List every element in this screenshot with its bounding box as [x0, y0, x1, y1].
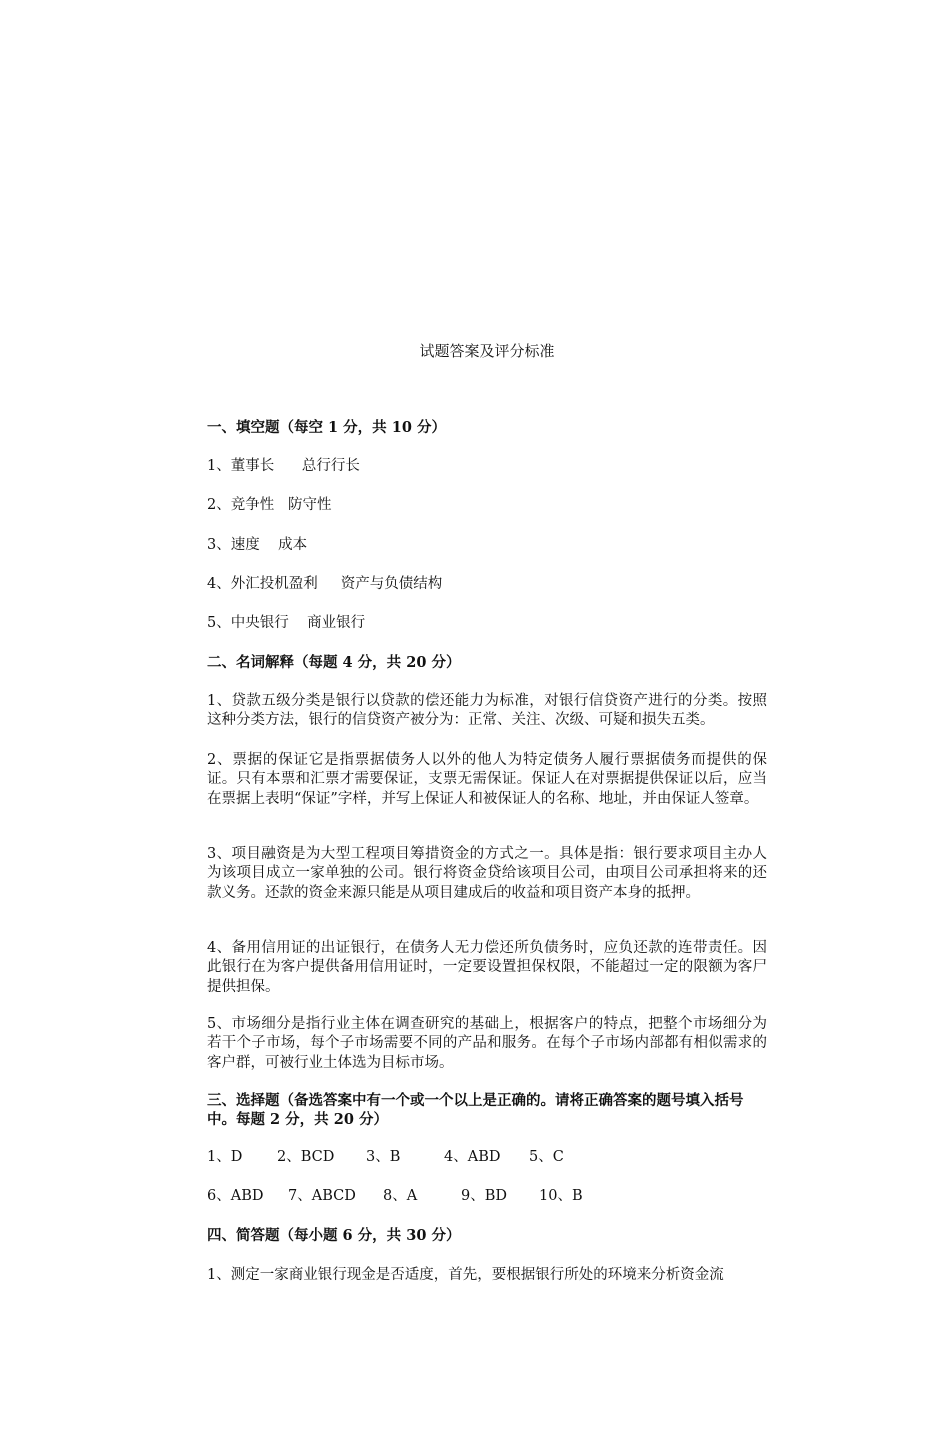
- document-page: [207, 0, 767, 1433]
- document-title: 试题答案及评分标准: [419, 342, 555, 360]
- term-definition-1: 1、贷款五级分类是银行以贷款的偿还能力为标准，对银行信贷资产进行的分类。按照这种分类方法，银行的信贷资产被分为：正常、关注、次级、可疑和损失五类。: [207, 693, 767, 729]
- choice-answer-1: 1、D: [207, 1149, 243, 1165]
- choice-answer-9: 9、BD: [461, 1188, 508, 1204]
- fill-blank-answer-2: 2、竞争性 防守性: [207, 497, 332, 513]
- choice-answer-8: 8、A: [383, 1188, 418, 1204]
- term-definition-3: 3、项目融资是为大型工程项目筹措资金的方式之一。具体是指：银行要求项目主办人为该项目成立一家单独的公司。银行将资金贷给该项目公司，由项目公司承担将来的还款义务。还款的资金来源只能是从项目建成后的收益和项目资产本身的抵押。: [207, 846, 767, 901]
- section-4-heading: 四、简答题（每小题 6 分，共 30 分）: [207, 1227, 461, 1244]
- choice-answer-10: 10、B: [539, 1188, 583, 1204]
- fill-blank-answer-5: 5、中央银行 商业银行: [207, 615, 366, 631]
- choice-answer-5: 5、C: [529, 1149, 564, 1165]
- term-definition-4: 4、备用信用证的出证银行，在债务人无力偿还所负债务时，应负还款的连带责任。因此银行在为客户提供备用信用证时，一定要设置担保权限，不能超过一定的限额为客尸提供担保。: [207, 940, 767, 995]
- choice-answer-2: 2、BCD: [277, 1149, 335, 1165]
- choice-answer-6: 6、ABD: [207, 1188, 264, 1204]
- fill-blank-answer-4: 4、外汇投机盈利 资产与负债结构: [207, 576, 443, 592]
- choice-answer-7: 7、ABCD: [288, 1188, 356, 1204]
- term-definition-5: 5、市场细分是指行业主体在调查研究的基础上，根据客户的特点，把整个市场细分为若干个子市场，每个子市场需要不同的产品和服务。在每个子市场内部都有相似需求的客户群，可被行业土体选为目标市场。: [207, 1016, 767, 1071]
- term-definition-2: 2、票据的保证它是指票据债务人以外的他人为特定债务人履行票据债务而提供的保证。只有本票和汇票才需要保证，支票无需保证。保证人在对票据提供保证以后，应当在票据上表明“保证”字样，并写上保证人和被保证人的名称、地址，并由保证人签章。: [207, 752, 767, 807]
- section-2-heading: 二、名词解释（每题 4 分，共 20 分）: [207, 654, 461, 671]
- fill-blank-answer-1: 1、董事长 总行行长: [207, 458, 360, 474]
- short-answer-1: 1、测定一家商业银行现金是否适度，首先，要根据银行所处的环境来分析资金流: [207, 1267, 724, 1283]
- section-1-heading: 一、填空题（每空 1 分，共 10 分）: [207, 419, 446, 436]
- choice-answer-4: 4、ABD: [444, 1149, 501, 1165]
- section-3-heading: 三、选择题（备选答案中有一个或一个以上是正确的。请将正确答案的题号填入括号中。每题 2 分，共 20 分）: [207, 1092, 744, 1128]
- choice-answer-3: 3、B: [366, 1149, 401, 1165]
- fill-blank-answer-3: 3、速度 成本: [207, 537, 308, 553]
